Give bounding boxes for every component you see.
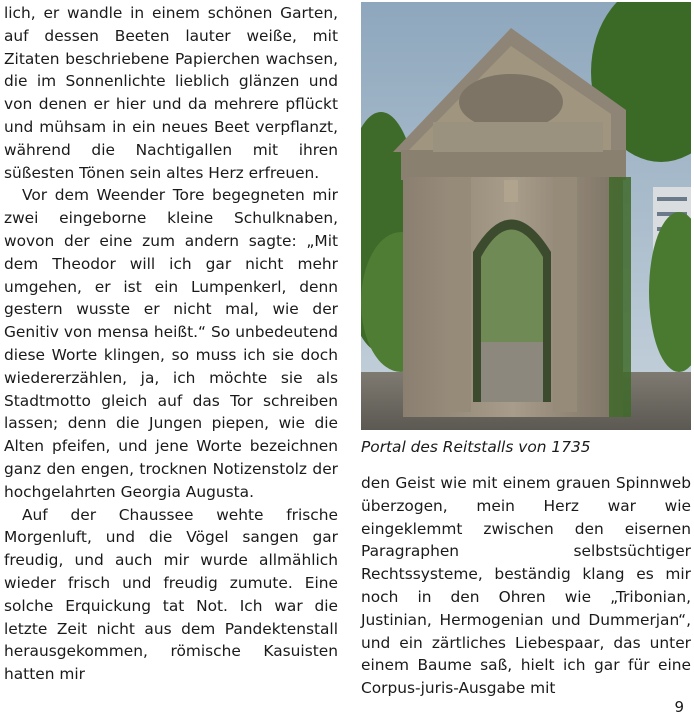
left-text-column	[4, 2, 338, 686]
paragraph-right: den Geist wie mit einem grauen Spinnweb überzogen, mein Herz war wie eingeklemmt zwischen den eisernen Paragraphen selbstsüchtiger Rechtssysteme, beständig klang es mir noch in den Ohren wie „Tribonian, Justinian, Hermogenian und Dummerjan“, und ein zärtliches Liebespaar, das unter einem Baume saß, hielt ich gar für eine Corpus-juris-Ausgabe mit	[361, 474, 691, 698]
paragraph-chaussee: Auf der Chaussee wehte frische Morgenluft, und die Vögel sangen gar freudig, und auch mir wurde allmählich wieder frisch und freudig zumute. Eine solche Erquickung tat Not. Ich war die letzte Zeit nicht aus dem Pandektenstall herausgekommen, römische Kasuisten hatten mir	[4, 505, 338, 684]
page-number: 9	[674, 698, 684, 716]
paragraph-weender-tor: Vor dem Weender Tore begegneten mir zwei eingeborne kleine Schulknaben, wovon der eine zum andern sagte: „Mit dem Theodor will ich gar nicht mehr umgehen, er ist ein Lumpenkerl, denn gestern wusste er nicht mal, wie der Genitiv von mensa heißt.“ So unbedeutend diese Worte klingen, so muss ich sie doch wiedererzählen, ja, ich möchte sie als Stadtmotto gleich auf das Tor schreiben lassen; denn die Jungen piepen, wie die Alten pfeifen, und jene Worte bezeichnen ganz den engen, trocknen Notizenstolz der hochgelahrten Georgia Augusta.	[4, 186, 338, 501]
photo-caption: Portal des Reitstalls von 1735	[361, 438, 591, 456]
right-text-column	[361, 472, 691, 700]
photo-reitstall-portal	[361, 2, 691, 430]
paragraph-continuation: lich, er wandle in einem schönen Garten, auf dessen Beeten lauter weiße, mit Zitaten beschriebene Papierchen wachsen, die im Sonnenlichte lieblich glänzen und von denen er hier und da mehrere pflückt und mühsam in ein neues Beet verpflanzt, während die Nachtigallen mit ihren süßesten Tönen sein altes Herz erfreuen.	[4, 4, 338, 182]
